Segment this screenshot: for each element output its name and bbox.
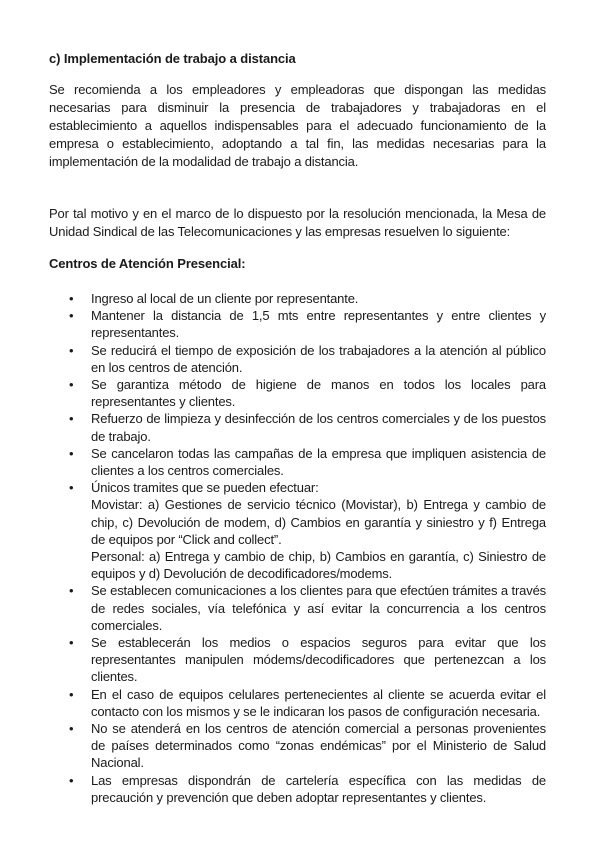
list-item	[49, 376, 546, 410]
section-title: c) Implementación de trabajo a distancia	[49, 51, 296, 66]
list-item	[49, 479, 546, 582]
subheading-centros: Centros de Atención Presencial:	[49, 256, 246, 271]
bullet-icon: •	[69, 772, 74, 788]
list-item-text: Personal: a) Entrega y cambio de chip, b) Cambios en garantía, c) Siniestro de equipos y d) Devolución de decodificadores/modems.	[91, 549, 546, 582]
bullet-icon: •	[69, 583, 74, 599]
bullet-icon: •	[69, 721, 74, 737]
list-item	[49, 634, 546, 686]
bullet-icon: •	[69, 480, 74, 496]
list-item-text: No se atenderá en los centros de atención comercial a personas provenientes de países determinados como “zonas endémicas” por el Ministerio de Salud Nacional.	[91, 721, 546, 771]
bullet-icon: •	[69, 342, 74, 358]
bullet-icon: •	[69, 308, 74, 324]
bullet-icon: •	[69, 635, 74, 651]
list-item-text: Únicos tramites que se pueden efectuar:	[91, 480, 319, 496]
paragraph-intro: Se recomienda a los empleadores y empleadoras que dispongan las medidas necesarias para disminuir la presencia de trabajadores y trabajadoras en el establecimiento a aquellos indispensables para el adecuado funcionamiento de la empresa o establecimiento, adoptando a tal fin, las medidas necesarias para la implementación de la modalidad de trabajo a distancia.	[49, 82, 546, 169]
bullet-icon: •	[69, 686, 74, 702]
list-item-text: Se establecerán los medios o espacios seguros para evitar que los representantes manipulen módems/decodificadores que pertenezcan a los clientes.	[91, 635, 546, 685]
list-item-text: Las empresas dispondrán de cartelería específica con las medidas de precaución y prevención que deben adoptar representantes y clientes.	[91, 772, 546, 805]
list-item	[49, 582, 546, 634]
list-item	[49, 720, 546, 772]
list-item-text: Se establecen comunicaciones a los clientes para que efectúen trámites a través de redes sociales, vía telefónica y así evitar la concurrencia a los centros comerciales.	[91, 583, 546, 633]
paragraph-resolution: Por tal motivo y en el marco de lo dispuesto por la resolución mencionada, la Mesa de Unidad Sindical de las Telecomunicaciones y las empresas resuelven lo siguiente:	[49, 206, 546, 239]
bullet-icon: •	[69, 445, 74, 461]
list-item-text: Movistar: a) Gestiones de servicio técnico (Movistar), b) Entrega y cambio de chip, c) Devolución de modem, d) Cambios en garantía y siniestro y f) Entrega de equipos por “Click and collect”.	[91, 497, 546, 547]
bullet-icon: •	[69, 377, 74, 393]
list-item	[49, 290, 546, 307]
bullet-list	[49, 290, 546, 806]
list-item-text: Ingreso al local de un cliente por representante.	[91, 291, 359, 306]
list-item	[49, 445, 546, 479]
list-item-text: Se reducirá el tiempo de exposición de los trabajadores a la atención al público en los centros de atención.	[91, 342, 546, 375]
list-item	[49, 307, 546, 341]
list-item	[49, 342, 546, 376]
bullet-icon: •	[69, 291, 74, 306]
list-item	[49, 772, 546, 806]
bullet-icon: •	[69, 411, 74, 427]
list-item	[49, 410, 546, 444]
list-item-text: Mantener la distancia de 1,5 mts entre representantes y entre clientes y representantes.	[91, 308, 546, 341]
list-item-text: Refuerzo de limpieza y desinfección de los centros comerciales y de los puestos de trabajo.	[91, 411, 546, 444]
list-item-text: Se cancelaron todas las campañas de la empresa que impliquen asistencia de clientes a los centros comerciales.	[91, 445, 546, 479]
list-item-text: En el caso de equipos celulares pertenecientes al cliente se acuerda evitar el contacto con los mismos y se le indicaran los pasos de configuración necesaria.	[91, 686, 546, 719]
list-item	[49, 686, 546, 720]
list-item-text: Se garantiza método de higiene de manos en todos los locales para representantes y clientes.	[91, 377, 546, 410]
